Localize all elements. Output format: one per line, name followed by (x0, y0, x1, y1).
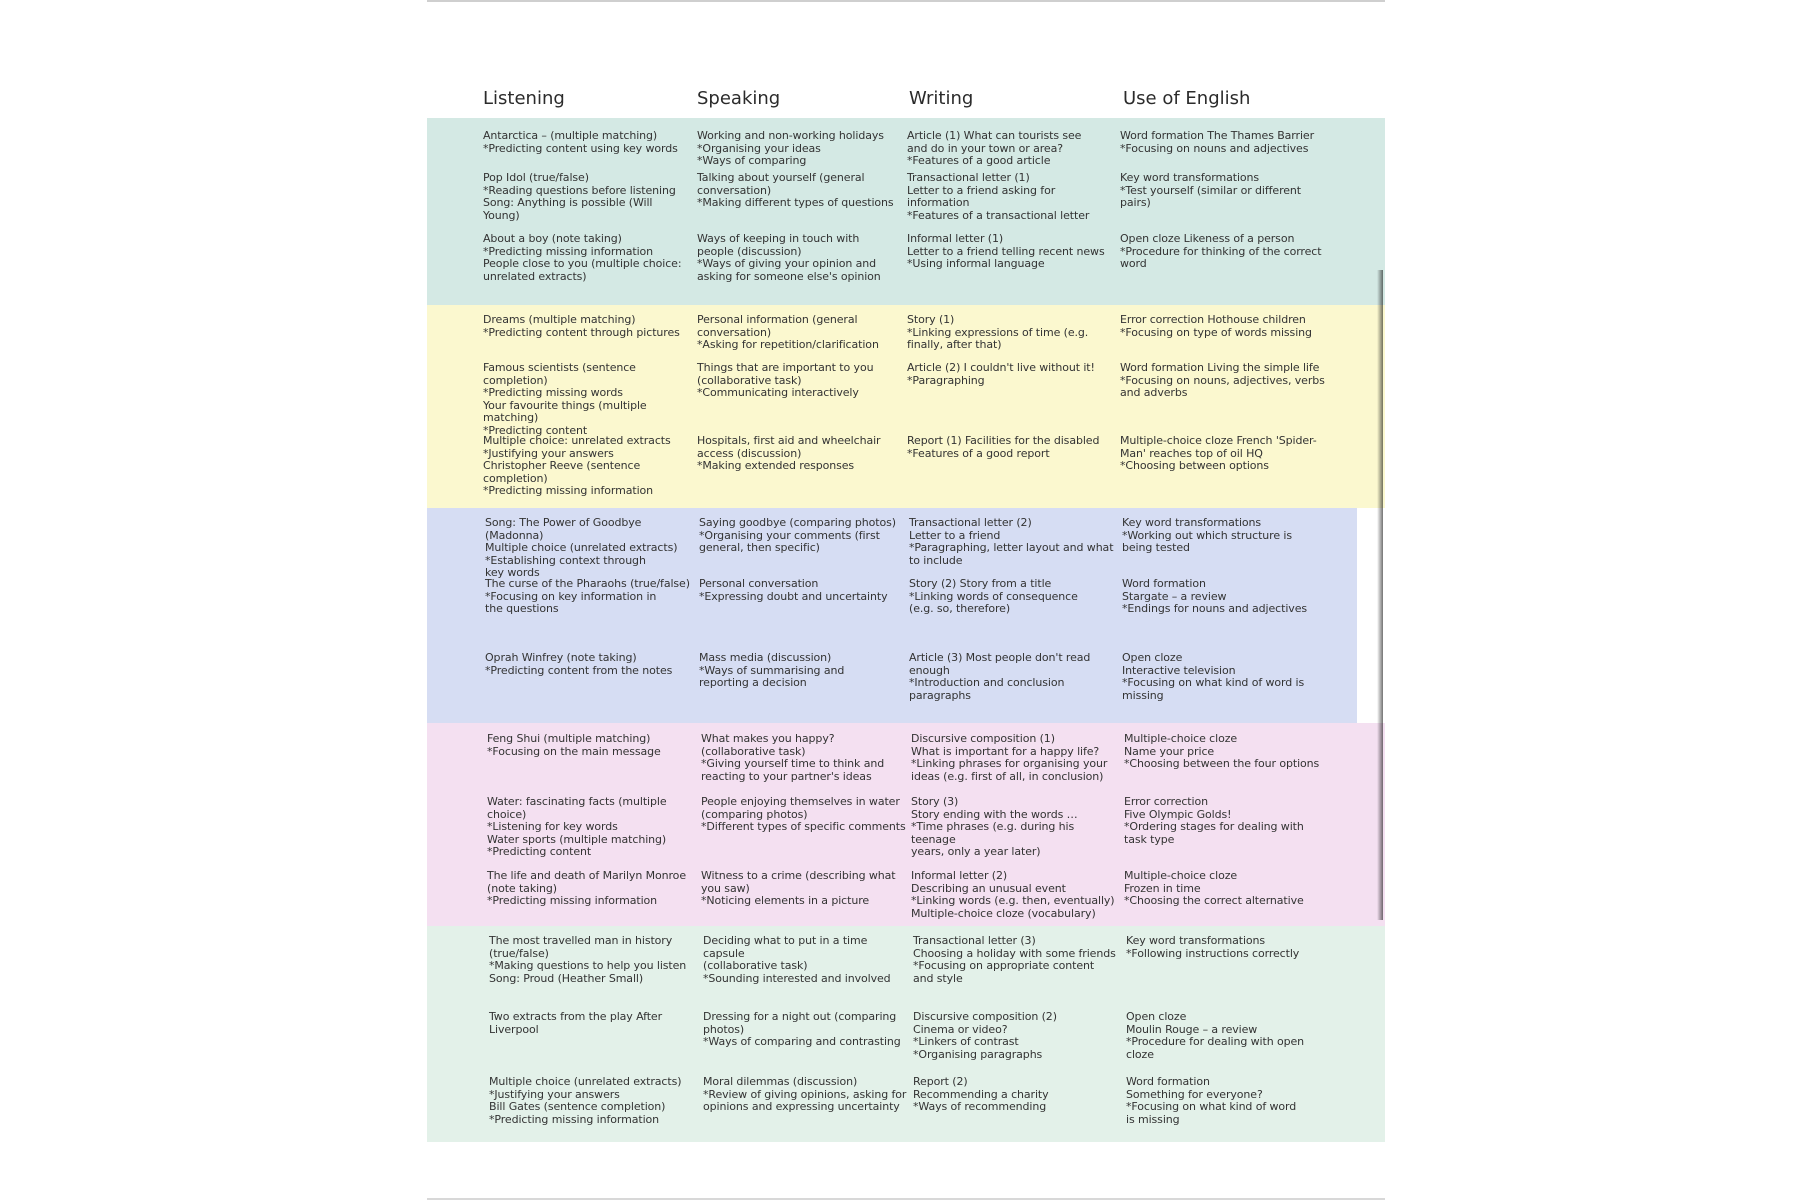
speaking-cell (697, 130, 905, 168)
cell-line: *Predicting content from the notes (485, 663, 673, 677)
cell-line: matching) (483, 411, 539, 425)
cell-line: *Paragraphing (907, 373, 985, 387)
cell-line: Pop Idol (true/false) (483, 171, 589, 184)
cell-line: Name your price (1124, 744, 1215, 758)
cell-line: *Organising paragraphs (913, 1047, 1043, 1061)
cell-line: Water sports (multiple matching) (487, 832, 667, 846)
cell-line: *Ordering stages for dealing with (1124, 820, 1304, 834)
cell-line: *Focusing on the main message (487, 744, 661, 758)
cell-line: *Expressing doubt and uncertainty (699, 589, 888, 603)
cell-line: *Focusing on what kind of word is (1122, 676, 1305, 690)
listening-cell (489, 1076, 697, 1126)
cell-line: Open cloze (1126, 1010, 1187, 1023)
writing-cell (907, 435, 1115, 460)
cell-line: Word formation (1126, 1075, 1210, 1088)
cell-line: Error correction Hothouse children (1120, 313, 1306, 326)
unit-band-3 (427, 508, 1357, 723)
cell-line: Oprah Winfrey (note taking) (485, 651, 637, 664)
english-cell (1126, 1011, 1334, 1061)
cell-line: *Choosing between options (1120, 459, 1269, 473)
listening-cell (487, 796, 695, 859)
cell-line: photos) (703, 1022, 745, 1036)
cell-line: Five Olympic Golds! (1124, 807, 1232, 821)
cell-line: *Following instructions correctly (1126, 946, 1300, 960)
cell-line: Water: fascinating facts (multiple (487, 795, 667, 808)
cell-line: *Using informal language (907, 257, 1045, 271)
cell-line: Song: The Power of Goodbye (485, 516, 642, 529)
cell-line: Personal conversation (699, 577, 819, 590)
cell-line: pairs) (1120, 196, 1151, 210)
cell-line: Song: Proud (Heather Small) (489, 971, 644, 985)
english-cell (1122, 578, 1330, 616)
cell-line: information (907, 196, 970, 210)
cell-line: Bill Gates (sentence completion) (489, 1100, 666, 1114)
cell-line: *Justifying your answers (483, 446, 614, 460)
cell-line: Multiple choice: unrelated extracts (483, 434, 671, 447)
header-listening: Listening (483, 88, 565, 109)
cell-line: *Choosing the correct alternative (1124, 894, 1304, 908)
cell-line: *Paragraphing, letter layout and what (909, 541, 1114, 555)
cell-line: *Predicting missing information (487, 894, 658, 908)
writing-cell (909, 517, 1117, 567)
cell-line: Choosing a holiday with some friends (913, 946, 1116, 960)
speaking-cell (697, 362, 905, 400)
cell-line: Article (2) I couldn't live without it! (907, 361, 1095, 374)
cell-line: *Time phrases (e.g. during his teenage (911, 820, 1075, 846)
english-cell (1126, 935, 1334, 960)
cell-line: choice) (487, 807, 527, 821)
cell-line: reacting to your partner's ideas (701, 769, 872, 783)
header-speaking: Speaking (697, 88, 781, 109)
cell-line: asking for someone else's opinion (697, 269, 881, 283)
unit-band-2 (427, 305, 1385, 508)
cell-line: *Communicating interactively (697, 386, 859, 400)
cell-line: Transactional letter (2) (909, 516, 1032, 529)
cell-line: Key word transformations (1122, 516, 1262, 529)
cell-line: *Features of a good article (907, 154, 1051, 168)
cell-line: access (discussion) (697, 446, 802, 460)
cell-line: About a boy (note taking) (483, 232, 622, 245)
cell-line: finally, after that) (907, 338, 1002, 352)
binding-shadow (1377, 270, 1383, 920)
cell-line: *Linking words (e.g. then, eventually) (911, 894, 1115, 908)
cell-line: *Features of a good report (907, 446, 1050, 460)
cell-line: Deciding what to put in a time capsule (703, 934, 868, 960)
cell-line: *Linking phrases for organising your (911, 757, 1108, 771)
cell-line: Song: Anything is possible (Will Young) (483, 196, 653, 222)
cell-line: Multiple-choice cloze French 'Spider- (1120, 434, 1317, 447)
cell-line: Man' reaches top of oil HQ (1120, 446, 1263, 460)
cell-line: *Choosing between the four options (1124, 757, 1320, 771)
cell-line: reporting a decision (699, 676, 807, 690)
english-cell (1124, 796, 1332, 846)
syllabus-page (427, 0, 1385, 1200)
cell-line: *Making extended responses (697, 459, 855, 473)
writing-cell (907, 233, 1115, 271)
cell-line: *Asking for repetition/clarification (697, 338, 879, 352)
english-cell (1124, 733, 1332, 771)
cell-line: Transactional letter (1) (907, 171, 1030, 184)
cell-line: Error correction (1124, 795, 1208, 808)
speaking-cell (701, 870, 909, 908)
cell-line: *Ways of recommending (913, 1100, 1047, 1114)
english-cell (1120, 233, 1328, 271)
cell-line: Key word transformations (1120, 171, 1260, 184)
writing-cell (913, 935, 1121, 985)
cell-line: key words (485, 566, 540, 580)
cell-line: *Focusing on nouns, adjectives, verbs (1120, 373, 1325, 387)
header-use-of-english: Use of English (1123, 88, 1251, 109)
cell-line: The life and death of Marilyn Monroe (487, 869, 686, 882)
english-cell (1120, 362, 1328, 400)
speaking-cell (697, 172, 905, 210)
cell-line: *Procedure for dealing with open (1126, 1035, 1305, 1049)
cell-line: Multiple-choice cloze (vocabulary) (911, 906, 1096, 920)
cell-line: is missing (1126, 1112, 1180, 1126)
header-writing: Writing (909, 88, 974, 109)
speaking-cell (703, 1011, 911, 1049)
cell-line: *Predicting missing information (489, 1112, 660, 1126)
cell-line: Story (3) (911, 795, 959, 808)
cell-line: Discursive composition (2) (913, 1010, 1057, 1023)
cell-line: Key word transformations (1126, 934, 1266, 947)
cell-line: Moral dilemmas (discussion) (703, 1075, 858, 1088)
cell-line: Moulin Rouge – a review (1126, 1022, 1258, 1036)
cell-line: Stargate – a review (1122, 589, 1227, 603)
cell-line: conversation) (697, 325, 772, 339)
cell-line: years, only a year later) (911, 845, 1041, 859)
cell-line: Multiple choice (unrelated extracts) (489, 1075, 682, 1088)
cell-line: *Predicting content using key words (483, 141, 678, 155)
cell-line: *Endings for nouns and adjectives (1122, 602, 1308, 616)
listening-cell (487, 870, 695, 908)
unit-band-4 (427, 723, 1385, 926)
cell-line: *Test yourself (similar or different (1120, 183, 1302, 197)
cell-line: *Predicting content (483, 423, 588, 437)
cell-line: Multiple-choice cloze (1124, 869, 1238, 882)
cell-line: Article (1) What can tourists see (907, 129, 1082, 142)
cell-line: Frozen in time (1124, 881, 1201, 895)
cell-line: *Procedure for thinking of the correct (1120, 244, 1322, 258)
cell-line: *Organising your ideas (697, 141, 821, 155)
cell-line: you saw) (701, 881, 750, 895)
cell-line: and style (913, 971, 963, 985)
cell-line: people (discussion) (697, 244, 802, 258)
cell-line: (collaborative task) (701, 744, 806, 758)
cell-line: Feng Shui (multiple matching) (487, 732, 651, 745)
cell-line: *Review of giving opinions, asking for (703, 1087, 907, 1101)
cell-line: general, then specific) (699, 541, 820, 555)
speaking-cell (699, 652, 907, 690)
cell-line: *Noticing elements in a picture (701, 894, 870, 908)
writing-cell (911, 796, 1119, 859)
english-cell (1124, 870, 1332, 908)
cell-line: Interactive television (1122, 663, 1236, 677)
cell-line: completion) (483, 471, 548, 485)
cell-line: Christopher Reeve (sentence (483, 459, 641, 473)
writing-cell (907, 314, 1115, 352)
cell-line: *Focusing on appropriate content (913, 959, 1095, 973)
cell-line: *Reading questions before listening (483, 183, 676, 197)
cell-line: Letter to a friend (909, 528, 1001, 542)
listening-cell (483, 314, 691, 339)
speaking-cell (703, 1076, 911, 1114)
english-cell (1120, 130, 1328, 155)
cell-line: *Focusing on what kind of word (1126, 1100, 1297, 1114)
cell-line: Talking about yourself (general (697, 171, 865, 184)
speaking-cell (699, 517, 907, 555)
speaking-cell (697, 233, 905, 283)
cell-line: *Sounding interested and involved (703, 971, 891, 985)
cell-line: *Giving yourself time to think and (701, 757, 885, 771)
cell-line: Informal letter (1) (907, 232, 1004, 245)
cell-line: paragraphs (909, 688, 971, 702)
cell-line: Open cloze (1122, 651, 1183, 664)
cell-line: What is important for a happy life? (911, 744, 1100, 758)
english-cell (1126, 1076, 1334, 1126)
cell-line: Discursive composition (1) (911, 732, 1055, 745)
writing-cell (907, 130, 1115, 168)
writing-cell (911, 733, 1119, 783)
cell-line: and adverbs (1120, 386, 1188, 400)
cell-line: The curse of the Pharaohs (true/false) (485, 577, 690, 590)
cell-line: word (1120, 257, 1147, 271)
english-cell (1120, 314, 1328, 339)
cell-line: People close to you (multiple choice: (483, 257, 682, 271)
cell-line: *Features of a transactional letter (907, 208, 1090, 222)
cell-line: missing (1122, 688, 1164, 702)
cell-line: conversation) (697, 183, 772, 197)
english-cell (1120, 435, 1328, 473)
top-rule (427, 0, 1385, 2)
cell-line: Things that are important to you (697, 361, 874, 374)
cell-line: *Linking expressions of time (e.g. (907, 325, 1089, 339)
cell-line: *Predicting content through pictures (483, 325, 680, 339)
cell-line: Word formation Living the simple life (1120, 361, 1320, 374)
cell-line: *Organising your comments (first (699, 528, 880, 542)
cell-line: (collaborative task) (697, 373, 802, 387)
writing-cell (907, 172, 1115, 222)
cell-line: Letter to a friend telling recent news (907, 244, 1105, 258)
writing-cell (907, 362, 1115, 387)
english-cell (1122, 517, 1330, 555)
cell-line: *Establishing context through (485, 553, 646, 567)
cell-line: *Ways of comparing (697, 154, 807, 168)
cell-line: People enjoying themselves in water (701, 795, 900, 808)
cell-line: ideas (e.g. first of all, in conclusion) (911, 769, 1104, 783)
unit-band-1 (427, 118, 1385, 305)
cell-line: (true/false) (489, 946, 549, 960)
english-cell (1122, 652, 1330, 702)
cell-line: *Making questions to help you listen (489, 959, 687, 973)
cell-line: Multiple choice (unrelated extracts) (485, 541, 678, 555)
cell-line: Something for everyone? (1126, 1087, 1263, 1101)
cell-line: Article (3) Most people don't read (909, 651, 1091, 664)
listening-cell (483, 130, 691, 155)
cell-line: Multiple-choice cloze (1124, 732, 1238, 745)
cell-line: (note taking) (487, 881, 557, 895)
listening-cell (483, 435, 691, 498)
speaking-cell (701, 733, 909, 783)
cell-line: Working and non-working holidays (697, 129, 884, 142)
cell-line: Informal letter (2) (911, 869, 1008, 882)
cell-line: Describing an unusual event (911, 881, 1066, 895)
listening-cell (483, 172, 691, 222)
cell-line: Report (1) Facilities for the disabled (907, 434, 1100, 447)
cell-line: *Listening for key words (487, 820, 618, 834)
cell-line: Hospitals, first aid and wheelchair (697, 434, 881, 447)
cell-line: Antarctica – (multiple matching) (483, 129, 658, 142)
cell-line: task type (1124, 832, 1175, 846)
cell-line: *Ways of summarising and (699, 663, 845, 677)
listening-cell (489, 1011, 697, 1036)
cell-line: Cinema or video? (913, 1022, 1008, 1036)
cell-line: *Justifying your answers (489, 1087, 620, 1101)
cell-line: *Ways of giving your opinion and (697, 257, 877, 271)
cell-line: Story (2) Story from a title (909, 577, 1052, 590)
cell-line: *Ways of comparing and contrasting (703, 1035, 901, 1049)
writing-cell (909, 578, 1117, 616)
cell-line: Open cloze Likeness of a person (1120, 232, 1295, 245)
cell-line: Mass media (discussion) (699, 651, 832, 664)
cell-line: Letter to a friend asking for (907, 183, 1056, 197)
listening-cell (485, 517, 693, 580)
listening-cell (487, 733, 695, 758)
cell-line: *Different types of specific comments (701, 820, 906, 834)
cell-line: *Working out which structure is (1122, 528, 1293, 542)
cell-line: *Predicting missing information (483, 484, 654, 498)
cell-line: and do in your town or area? (907, 141, 1063, 155)
english-cell (1120, 172, 1328, 210)
cell-line: *Focusing on type of words missing (1120, 325, 1312, 339)
speaking-cell (699, 578, 907, 603)
speaking-cell (701, 796, 909, 834)
listening-cell (483, 233, 691, 283)
cell-line: Story ending with the words … (911, 807, 1078, 821)
cell-line: (e.g. so, therefore) (909, 602, 1011, 616)
cell-line: *Predicting missing information (483, 244, 654, 258)
cell-line: *Predicting missing words (483, 386, 623, 400)
column-header-row (427, 88, 1385, 114)
cell-line: What makes you happy? (701, 732, 835, 745)
cell-line: Personal information (general (697, 313, 858, 326)
cell-line: the questions (485, 602, 559, 616)
cell-line: *Focusing on nouns and adjectives (1120, 141, 1309, 155)
cell-line: Ways of keeping in touch with (697, 232, 860, 245)
cell-line: Report (2) (913, 1075, 968, 1088)
cell-line: *Focusing on key information in (485, 589, 657, 603)
cell-line: Dreams (multiple matching) (483, 313, 636, 326)
cell-line: Recommending a charity (913, 1087, 1049, 1101)
cell-line: Story (1) (907, 313, 955, 326)
cell-line: *Linkers of contrast (913, 1035, 1019, 1049)
speaking-cell (697, 314, 905, 352)
speaking-cell (697, 435, 905, 473)
cell-line: being tested (1122, 541, 1190, 555)
cell-line: *Making different types of questions (697, 196, 894, 210)
cell-line: unrelated extracts) (483, 269, 587, 283)
cell-line: to include (909, 553, 963, 567)
cell-line: (Madonna) (485, 528, 544, 542)
unit-band-5 (427, 926, 1385, 1142)
writing-cell (913, 1076, 1121, 1114)
cell-line: (comparing photos) (701, 807, 808, 821)
writing-cell (913, 1011, 1121, 1061)
listening-cell (485, 578, 693, 616)
cell-line: Saying goodbye (comparing photos) (699, 516, 896, 529)
listening-cell (489, 935, 697, 985)
cell-line: Your favourite things (multiple (483, 398, 647, 412)
speaking-cell (703, 935, 911, 985)
cell-line: The most travelled man in history (489, 934, 673, 947)
cell-line: enough (909, 663, 950, 677)
listening-cell (483, 362, 691, 438)
writing-cell (911, 870, 1119, 920)
listening-cell (485, 652, 693, 677)
cell-line: *Linking words of consequence (909, 589, 1078, 603)
cell-line: Two extracts from the play After (489, 1010, 663, 1023)
cell-line: (collaborative task) (703, 959, 808, 973)
cell-line: Liverpool (489, 1022, 539, 1036)
writing-cell (909, 652, 1117, 702)
cell-line: Transactional letter (3) (913, 934, 1036, 947)
cell-line: Dressing for a night out (comparing (703, 1010, 897, 1023)
cell-line: Word formation (1122, 577, 1206, 590)
cell-line: opinions and expressing uncertainty (703, 1100, 900, 1114)
cell-line: Witness to a crime (describing what (701, 869, 896, 882)
cell-line: *Predicting content (487, 845, 592, 859)
cell-line: Word formation The Thames Barrier (1120, 129, 1315, 142)
cell-line: Famous scientists (sentence completion) (483, 361, 636, 387)
cell-line: *Introduction and conclusion (909, 676, 1065, 690)
cell-line: cloze (1126, 1047, 1154, 1061)
